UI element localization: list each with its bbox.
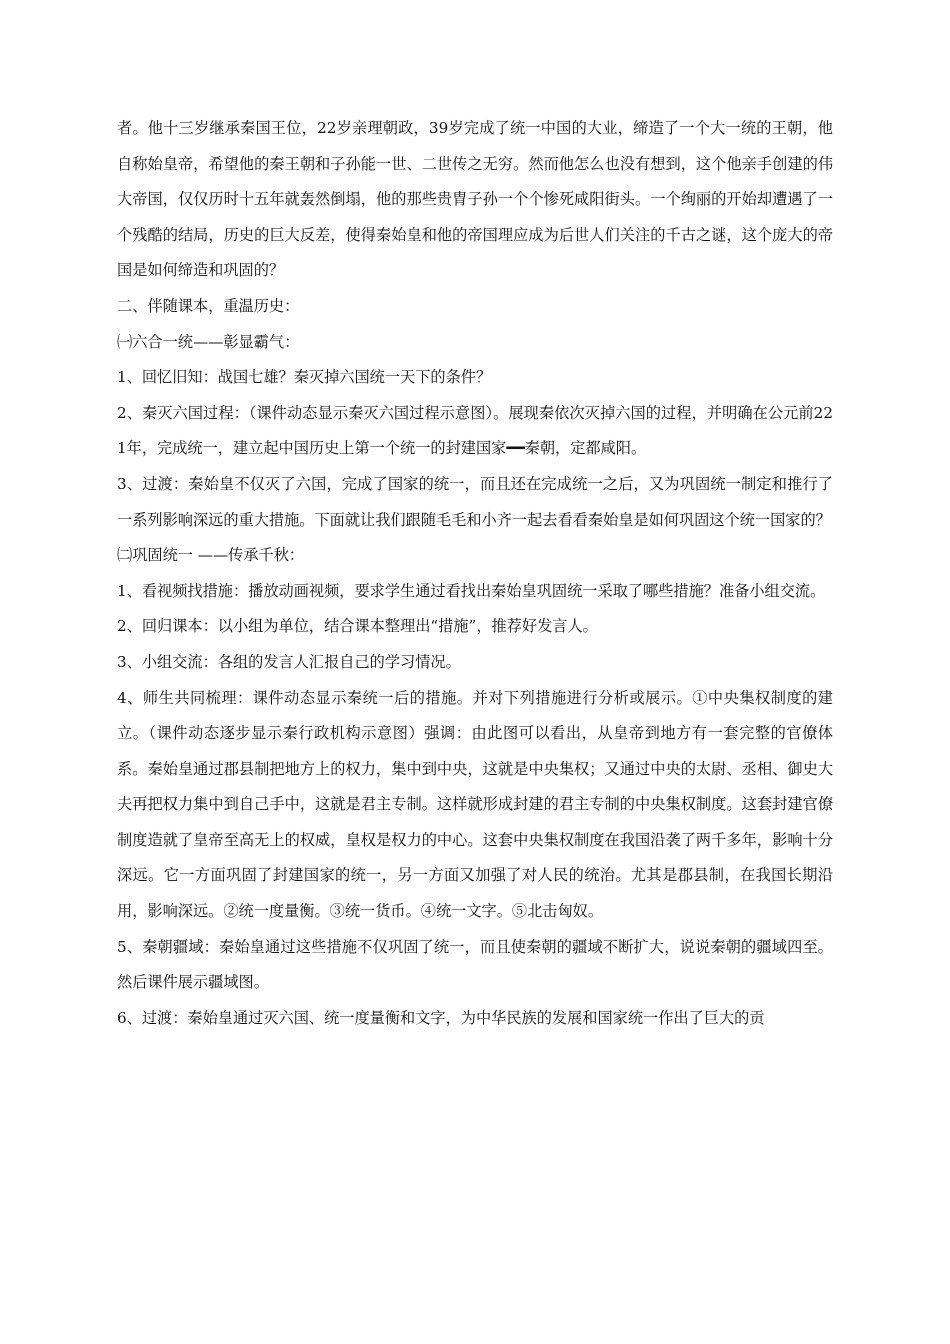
list-item-6: 6、过渡：秦始皇通过灭六国、统一度量衡和文字，为中华民族的发展和国家统一作出了巨大的贡 — [117, 1008, 765, 1027]
document-body — [117, 111, 833, 1036]
list-item-2: 2、秦灭六国过程：（课件动态显示秦灭六国过程示意图）。展现秦依次灭掉六国的过程，并明确在公元前221年，完成统一，建立起中国历史上第一个统一的封建国家━━秦朝，定都咸阳。 — [117, 403, 833, 458]
list-item-3: 3、小组交流：各组的发言人汇报自己的学习情况。 — [117, 652, 461, 671]
list-item-4: 4、师生共同梳理：课件动态显示秦统一后的措施。并对下列措施进行分析或展示。①中央集权制度的建立。（课件动态逐步显示秦行政机构示意图）强调：由此图可以看出，从皇帝到地方有一套完整的官僚体系。秦始皇通过郡县制把地方上的权力，集中到中央，这就是中央集权；又通过中央的太尉、丞相、御史大夫再把权力集中到自己手中，这就是君主专制。这样就形成封建的君主专制的中央集权制度。这套封建官僚制度造就了皇帝至高无上的权威，皇权是权力的中心。这套中央集权制度在我国沿袭了两千多年，影响十分深远。它一方面巩固了封建国家的统一，另一方面又加强了对人民的统治。尤其是郡县制，在我国长期沿用，影响深远。②统一度量衡。③统一货币。④统一文字。⑤北击匈奴。 — [117, 688, 833, 921]
list-item-5: 5、秦朝疆域：秦始皇通过这些措施不仅巩固了统一，而且使秦朝的疆域不断扩大，说说秦朝的疆域四至。然后课件展示疆域图。 — [117, 937, 833, 992]
list-item-3: 3、过渡：秦始皇不仅灭了六国，完成了国家的统一，而且还在完成统一之后，又为巩固统一制定和推行了一系列影响深远的重大措施。下面就让我们跟随毛毛和小齐一起去看看秦始皇是如何巩固这个统一国家的？ — [117, 474, 833, 529]
list-item-1: 1、看视频找措施：播放动画视频，要求学生通过看找出秦始皇巩固统一采取了哪些措施？准备小组交流。 — [117, 581, 826, 600]
subsection-heading-2: ㈡巩固统一 ——传承千秋： — [117, 546, 305, 565]
section-heading-2: 二、伴随课本，重温历史： — [117, 296, 300, 315]
paragraph-intro-continued: 者。他十三岁继承秦国王位，22岁亲理朝政，39岁完成了统一中国的大业，缔造了一个大一统的王朝，他自称始皇帝，希望他的秦王朝和子孙能一世、二世传之无穷。然而他怎么也没有想到，这个他亲手创建的伟大帝国，仅仅历时十五年就轰然倒塌，他的那些贵胄子孙一个个惨死咸阳街头。一个绚丽的开始却遭遇了一个残酷的结局，历史的巨大反差，使得秦始皇和他的帝国理应成为后世人们关注的千古之谜，这个庞大的帝国是如何缔造和巩固的？ — [117, 119, 833, 280]
list-item-1: 1、回忆旧知：战国七雄？秦灭掉六国统一天下的条件？ — [117, 368, 492, 387]
list-item-2: 2、回归课本：以小组为单位，结合课本整理出“措施”，推荐好发言人。 — [117, 617, 598, 636]
subsection-heading-1: ㈠六合一统——彰显霸气： — [117, 332, 300, 351]
